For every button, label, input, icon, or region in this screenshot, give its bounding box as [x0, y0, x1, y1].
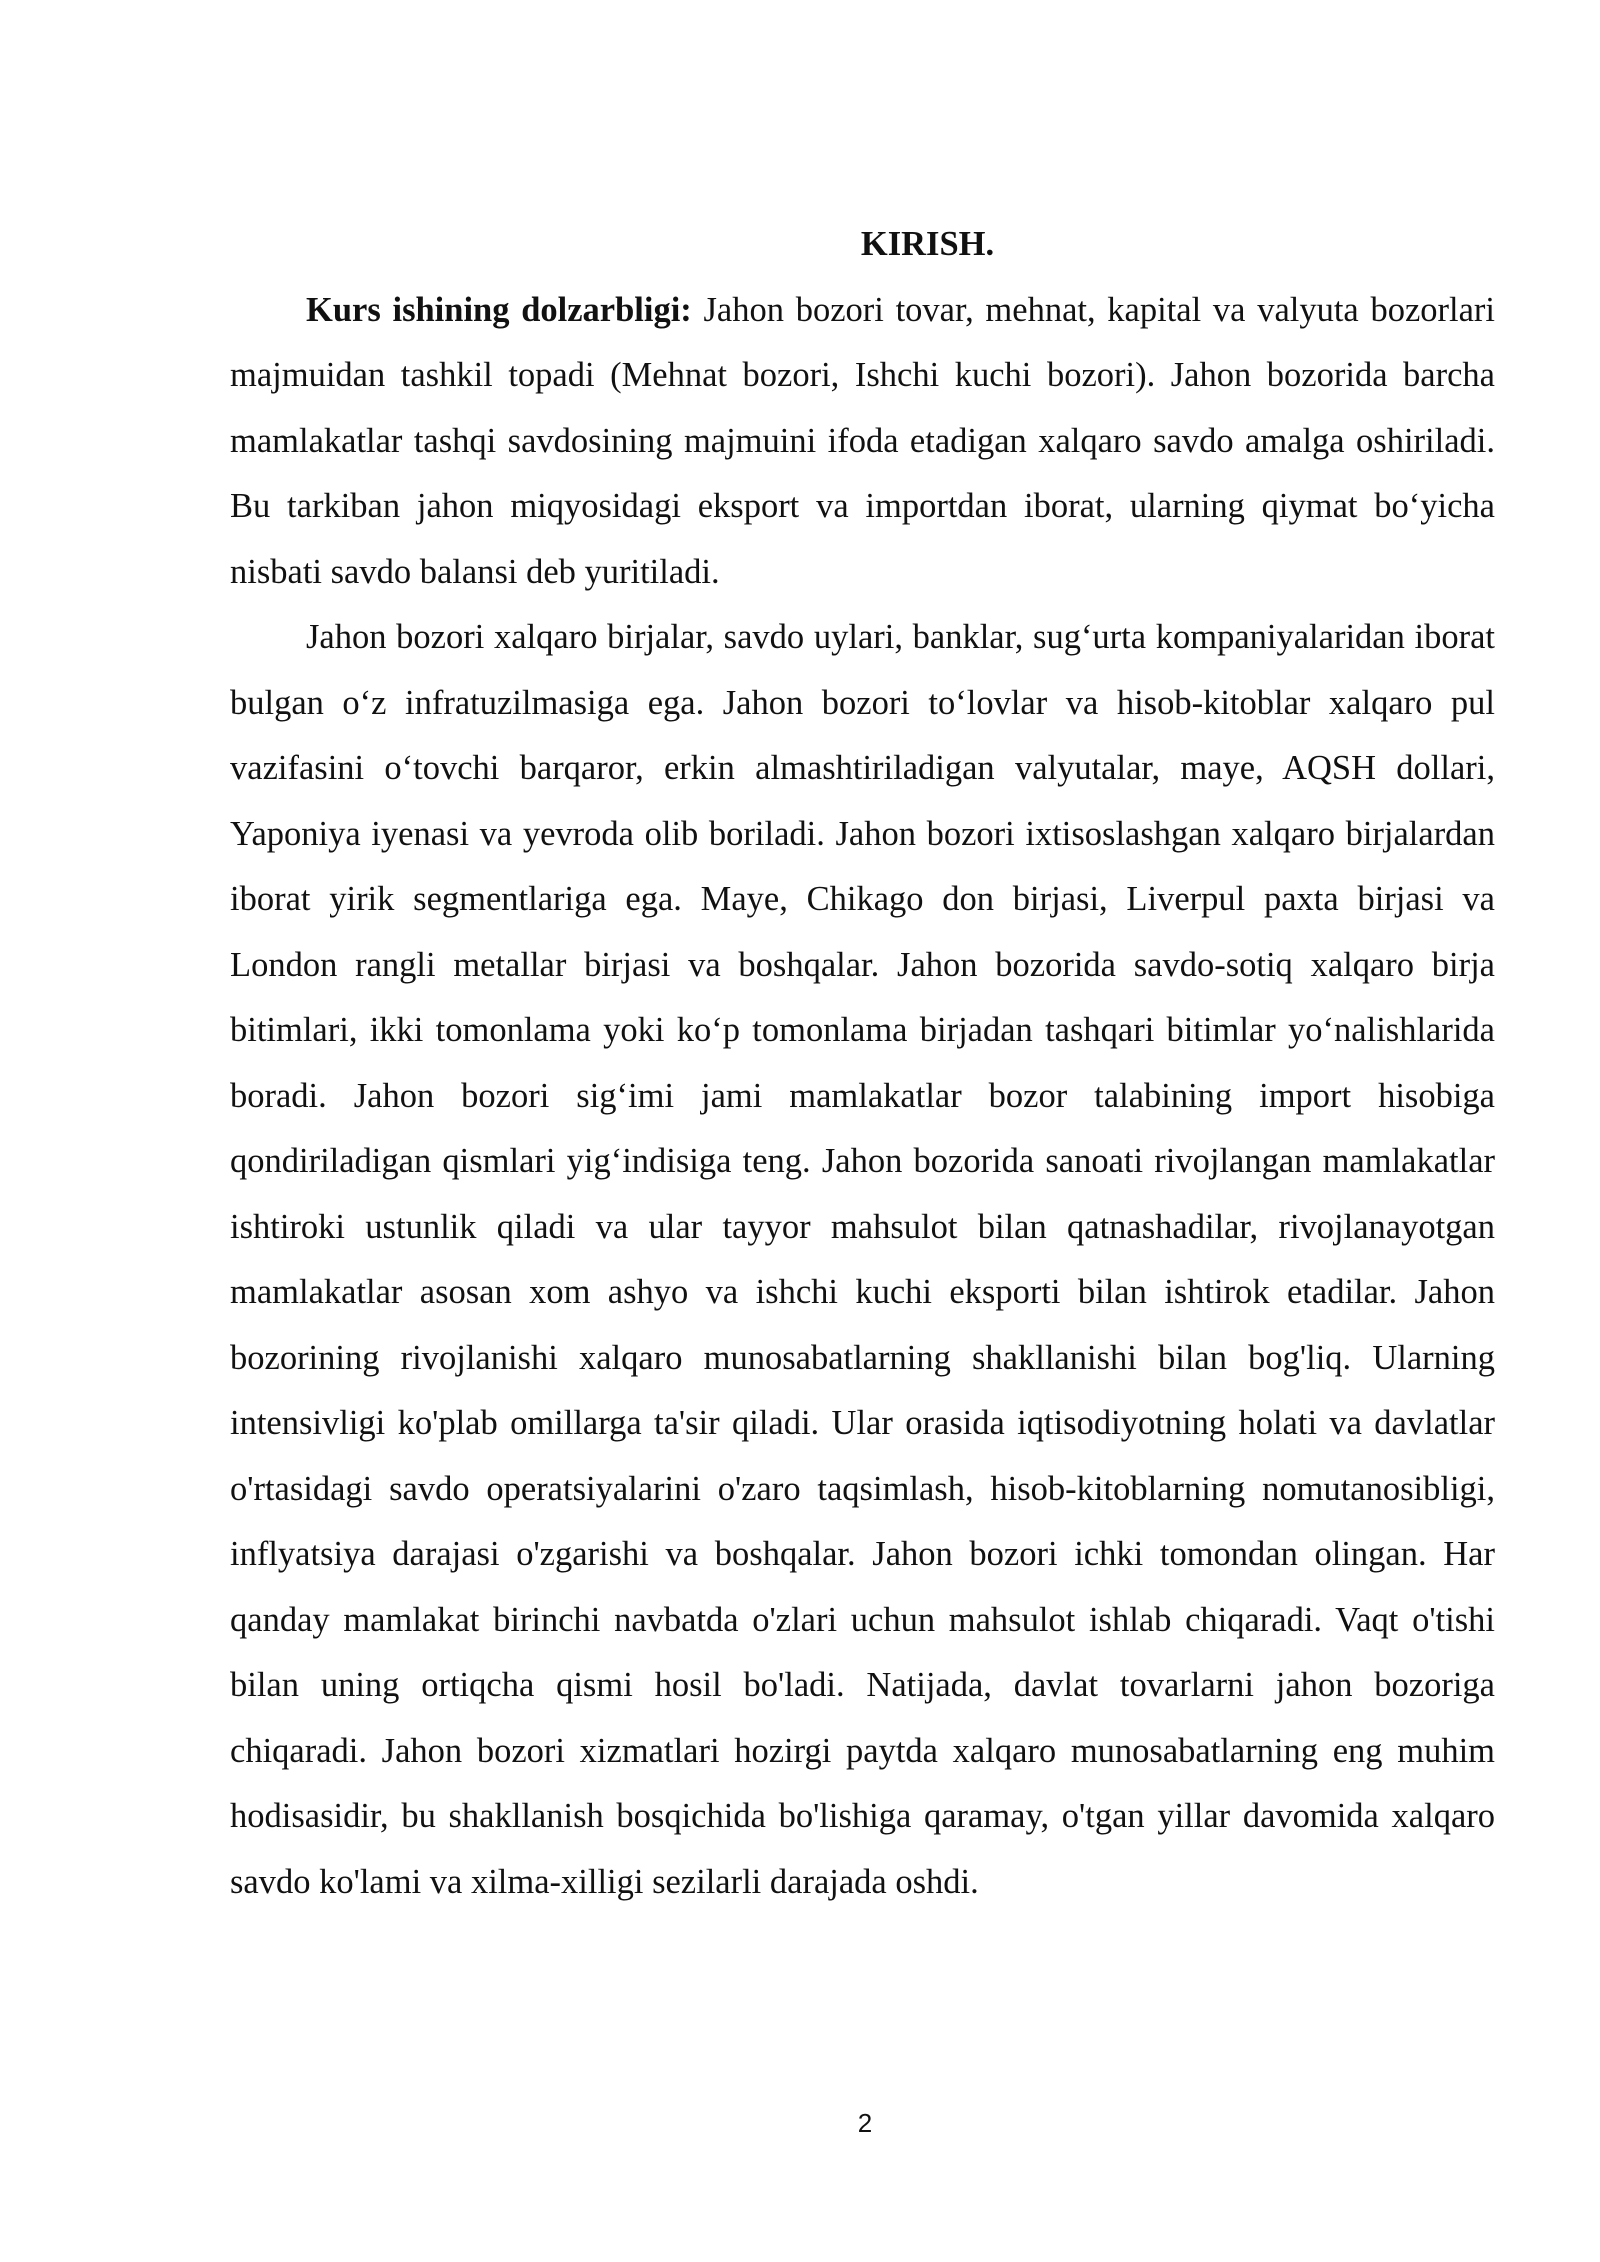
page-number: 2 — [857, 2108, 873, 2138]
section-heading: KIRISH. — [860, 225, 995, 263]
paragraph-lead: Kurs ishining dolzarbligi: — [306, 290, 692, 329]
paragraph-text: Jahon bozori tovar, mehnat, kapital va valyuta bozorlari majmuidan tashkil topadi (Mehnat bozori, Ishchi kuchi bozori). Jahon bozorida barcha mamlakatlar tashqi savdosining majmuini ifoda etadigan xalqaro savdo amalga oshiriladi. Bu tarkiban jahon miqyosidagi eksport va importdan iborat, ularning qiymat bo‘yicha nisbati savdo balansi deb yuritiladi. — [230, 290, 1495, 591]
paragraph-world-market: Jahon bozori xalqaro birjalar, savdo uylari, banklar, sug‘urta kompaniyalaridan iborat bulgan o‘z infratuzilmasiga ega. Jahon bozori to‘lovlar va hisob-kitoblar xalqaro pul vazifasini o‘tovchi barqaror, erkin almashtiriladigan valyutalar, maye, AQSH dollari, Yaponiya iyenasi va yevroda olib boriladi. Jahon bozori ixtisoslashgan xalqaro birjalardan iborat yirik segmentlariga ega. Maye, Chikago don birjasi, Liverpul paxta birjasi va London rangli metallar birjasi va boshqalar. Jahon bozorida savdo-sotiq xalqaro birja bitimlari, ikki tomonlama yoki ko‘p tomonlama birjadan tashqari bitimlar yo‘nalishlarida boradi. Jahon bozori sig‘imi jami mamlakatlar bozor talabining import hisobiga qondiriladigan qismlari yig‘indisiga teng. Jahon bozorida sanoati rivojlangan mamlakatlar ishtiroki ustunlik qiladi va ular tayyor mahsulot bilan qatnashadilar, rivojlanayotgan mamlakatlar asosan xom ashyo va ishchi kuchi eksporti bilan ishtirok etadilar. Jahon bozorining rivojlanishi xalqaro munosabatlarning shakllanishi bilan bog'liq. Ularning intensivligi ko'plab omillarga ta'sir qiladi. Ular orasida iqtisodiyotning holati va davlatlar o'rtasidagi savdo operatsiyalarini o'zaro taqsimlash, hisob-kitoblarning nomutanosibligi, inflyatsiya darajasi o'zgarishi va boshqalar. Jahon bozori ichki tomondan olingan. Har qanday mamlakat birinchi navbatda o'zlari uchun mahsulot ishlab chiqaradi. Vaqt o'tishi bilan uning ortiqcha qismi hosil bo'ladi. Natijada, davlat tovarlarni jahon bozoriga chiqaradi. Jahon bozori xizmatlari hozirgi paytda xalqaro munosabatlarning eng muhim hodisasidir, bu shakllanish bosqichida bo'lishiga qaramay, o'tgan yillar davomida xalqaro savdo ko'lami va xilma-xilligi sezilarli darajada oshdi. — [230, 618, 1495, 1901]
paragraph-relevance — [230, 278, 1495, 606]
document-body — [230, 212, 1495, 1915]
